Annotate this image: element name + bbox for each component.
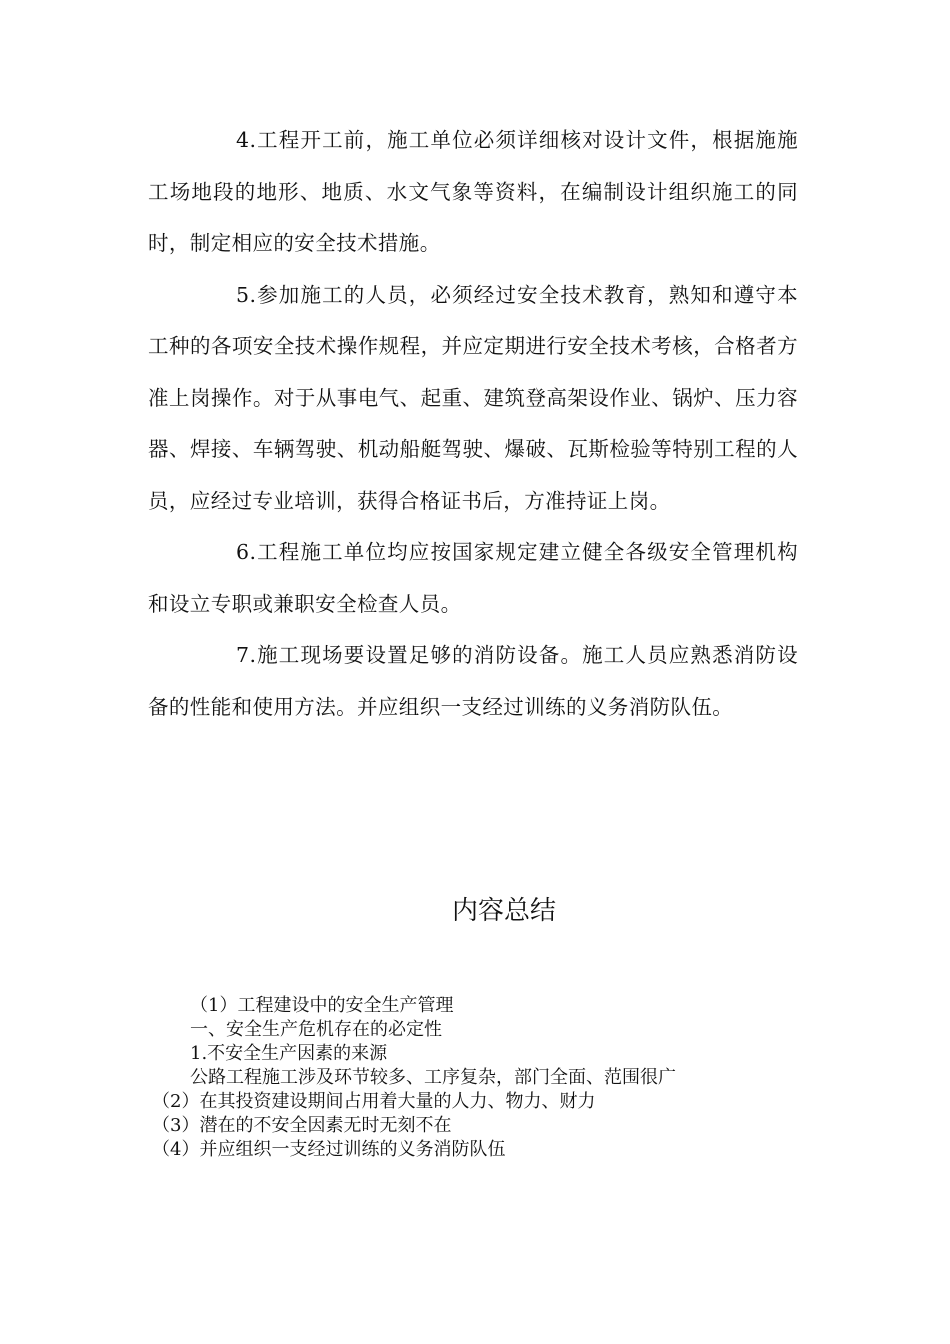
summary-line: （1）工程建设中的安全生产管理 [190,995,454,1016]
paragraph-5: 5.参加施工的人员，必须经过安全技术教育，熟知和遵守本工种的各项安全技术操作规程，并应定期进行安全技术考核，合格者方准上岗操作。对于从事电气、起重、建筑登高架设作业、锅炉、压力容器、焊接、车辆驾驶、机动船艇驾驶、爆破、瓦斯检验等特别工程的人员，应经过专业培训，获得合格证书后，方准持证上岗。 [148,282,798,513]
body-text [148,115,798,733]
paragraph-7: 7.施工现场要设置足够的消防设备。施工人员应熟悉消防设备的性能和使用方法。并应组织一支经过训练的义务消防队伍。 [148,643,798,719]
summary-title: 内容总结 [451,896,556,926]
summary-line: （4）并应组织一支经过训练的义务消防队伍 [152,1139,506,1160]
summary-line: 公路工程施工涉及环节较多、工序复杂，部门全面、范围很广 [190,1067,676,1088]
summary-line: （2）在其投资建设期间占用着大量的人力、物力、财力 [152,1091,596,1112]
paragraph-4: 4.工程开工前，施工单位必须详细核对设计文件，根据施施工场地段的地形、地质、水文气象等资料，在编制设计组织施工的同时，制定相应的安全技术措施。 [148,128,798,255]
summary-line: （3）潜在的不安全因素无时无刻不在 [152,1115,452,1136]
summary-line: 1.不安全生产因素的来源 [190,1043,388,1064]
paragraph-6: 6.工程施工单位均应按国家规定建立健全各级安全管理机构和设立专职或兼职安全检查人员。 [148,540,798,616]
summary-line: 一、安全生产危机存在的必定性 [190,1019,442,1040]
